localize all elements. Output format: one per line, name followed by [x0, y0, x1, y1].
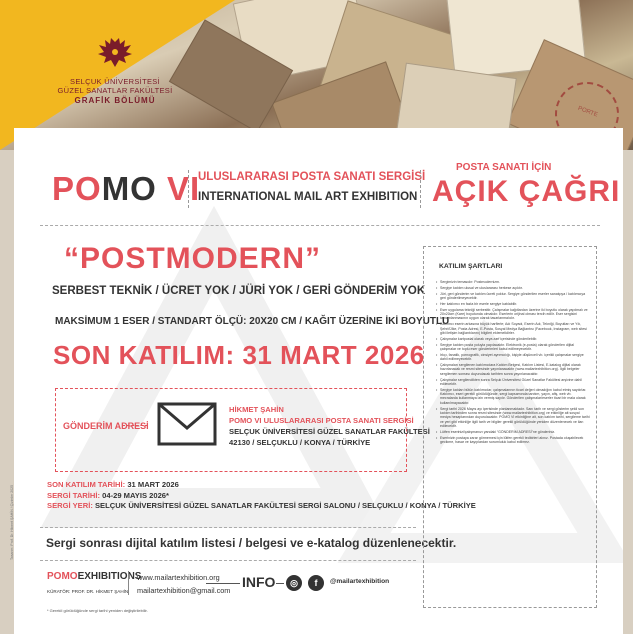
divider: [420, 170, 422, 208]
address-name: HİKMET ŞAHİN: [229, 405, 284, 414]
pomo-title: [52, 170, 200, 208]
venue-row: [47, 501, 476, 512]
dates-block: [47, 480, 476, 512]
rule-item: • Jüri, geri gönderim ve katılım ücreti yoktur. Sergiye gönderilen eserler sanatçıya / katılımcıya geri gönderilmeyecektir.: [436, 292, 590, 301]
venue-value: SELÇUK ÜNİVERSİTESİ GÜZEL SANATLAR FAKÜLTESİ SERGİ SALONU / SELÇUKLU / KONYA / TÜRKİYE: [94, 501, 476, 510]
contact-links: [137, 571, 230, 597]
deadline-date-row: [47, 480, 476, 491]
venue-label: SERGİ YERİ:: [47, 501, 93, 510]
divider: [188, 170, 190, 208]
rules-line-1: SERBEST TEKNİK / ÜCRET YOK / JÜRİ YOK / GERİ GÖNDERİM YOK: [52, 285, 426, 297]
rules-list: [436, 280, 590, 446]
email-link[interactable]: mailartexhibition@gmail.com: [137, 586, 231, 595]
rule-item: • Katılımcı eserin arkasına büyük harflerle; Adı Soyadı, Eserin Adı, Tekniği, Boyutları ve Yılı, Şehri/Ülke, Posta Adresi, E-Posta, Sosyal Medya Bağlantısı (Facebook, Instagram, web sitesi gibi iletişim bağlantılarını) bilgileri eklemelidirler.: [436, 322, 590, 335]
brand-exhibitions: EXHIBITIONS: [77, 571, 142, 582]
open-call-title: AÇIK ÇAĞRI: [432, 175, 621, 208]
social-handle[interactable]: @mailartexhibition: [330, 578, 390, 585]
envelope-icon: [157, 402, 217, 446]
university-name: SELÇUK ÜNİVERSİTESİ: [70, 77, 160, 86]
website-link[interactable]: www.mailartexhibition.org: [137, 573, 220, 582]
rule-item: • Lütfen eserinizi/çalışmanızı yandaki “GÖNDERİM ADRESİ”ne gönderiniz.: [436, 430, 590, 434]
divider: [40, 560, 416, 561]
brand-pomo: POMO: [47, 571, 78, 582]
call-subtitle: POSTA SANATI İÇİN: [456, 162, 552, 173]
faculty-name: GÜZEL SANATLAR FAKÜLTESİ: [57, 86, 173, 95]
exhibit-date-value: 04-29 MAYIS 2026*: [102, 490, 169, 500]
footnote: * Gerekli görüldüğünde sergi tarihi yeniden değiştirilebilir.: [47, 608, 148, 613]
rule-item: • Sergiye katılan bütün katılımcılar, çalışmalarının ticari değeri olmadığını kabul etmiş sayılırlar. Katılımcı, eseri gerekli görüldüğünde, sergi kapsamında tanıtım, yayın, afiş, web vb. mecralarda kullanmaya izin vermiş sayılır. Gönderilen çalışmalar/eserler ticari bir mala olarak kullanılmayacaktır.: [436, 388, 590, 405]
digital-catalog-note: Sergi sonrası dijital katılım listesi / belgesi ve e-katalog düzenlenecektir.: [46, 536, 457, 550]
address-line-1: POMO VI ULUSLARARASI POSTA SANATI SERGİSİ: [229, 416, 414, 425]
rule-item: • Çalışmaları sergilenen katılımcılara Katılım Belgesi, Katılım Listesi, E-katalog dijital olarak hazırlanacak ve resmi sitesinde yayınlanacaktır (www.mailartexhibition.org). İlgili belgeler sergilemen sonrası duyurulacak tarihten sonra yayınlanacaktır.: [436, 363, 590, 376]
divider: [276, 583, 284, 584]
deadline-date-label: SON KATILIM TARİHİ:: [47, 480, 126, 489]
divider: [40, 527, 416, 528]
facebook-icon[interactable]: f: [308, 575, 324, 591]
rule-item: • Sergiye katılım ulusal ve uluslararası herkese açıktır.: [436, 286, 590, 290]
rule-item: • Eserinizin postaya zarar görmemesi için lütfen gerekli tedbirleri alınız. Postada oluşabilecek gecikme, hasar ve kayıplardan sorumluluk kabul edilmez.: [436, 436, 590, 445]
divider: [206, 583, 240, 584]
rule-item: • Çalışmalar kartpostal olarak veya zarf içerisinde gönderilebilir.: [436, 337, 590, 341]
instagram-icon[interactable]: ◎: [286, 575, 302, 591]
curator: KÜRATÖR: PROF. DR. HİKMET ŞAHİN: [47, 589, 129, 594]
deadline-heading: SON KATILIM: 31 MART 2026: [53, 340, 425, 370]
deadline-date-value: 31 MART 2026: [127, 480, 179, 489]
university-logo: [40, 38, 190, 105]
rule-item: • Sergimizin temasıdır: Postmodernizm.: [436, 280, 590, 284]
side-credit: Tasarım: Prof. Dr. Hikmet ŞAHİN / Çizimler 2025: [10, 484, 14, 560]
divider: [122, 425, 148, 426]
exhibit-date-row: [47, 491, 476, 502]
info-label: INFO: [242, 574, 276, 590]
address-lines: [229, 404, 430, 448]
address-line-2: SELÇUK ÜNİVERSİTESİ GÜZEL SANATLAR FAKÜLTESİ: [229, 427, 430, 436]
pomo-title-mo: MO: [101, 170, 157, 207]
divider: [128, 571, 130, 595]
department-name: GRAFİK BÖLÜMÜ: [74, 96, 156, 105]
rule-item: • Çalışmalar sergilendikten sonra Selçuk Üniversitesi Güzel Sanatlar Fakültesi arşivine dahil edilecektir.: [436, 378, 590, 387]
rule-item: • Her katılımcı en fazla bir eserle sergiye katılabilir.: [436, 302, 590, 306]
theme-title: “POSTMODERN”: [64, 242, 322, 275]
subtitle-english: INTERNATIONAL MAIL ART EXHIBITION: [198, 191, 418, 203]
address-line-3: 42130 / SELÇUKLU / KONYA / TÜRKİYE: [229, 438, 371, 447]
rule-item: • Irkçı, fanatik, pornografik, cinsiyet ayrımcılığı, kişiyle düşünceli vb. içerikli çalışmalar sergiye dahil edilmeyecektir.: [436, 353, 590, 362]
rule-item: • Sergi tarihi 2026 Mayıs ayı içerisinde planlanmaktadır. Sanı tarih ve sergi gösterim şekli son katılım tarihinden sonra resmi sitesinde (www.mailartexhibition.org) ve etkinliğe ait sosyal medya hesaplarından duyurulacaktır. POMO VI etkinliğine ait, son katılım tarihi, sergileme tarihi ve yeri gibi etkinliğe ilgili tarih ve bilgiler gerekli görüldüğünde yeniden düzenlenecek ve ilan edilecektir.: [436, 407, 590, 429]
stamp-text: PORTE: [576, 105, 599, 119]
exhibit-date-label: SERGİ TARİHİ:: [47, 490, 101, 500]
address-label: GÖNDERİM ADRESİ: [63, 421, 149, 431]
rules-title: KATILIM ŞARTLARI: [439, 263, 503, 270]
rule-item: • Sergiye katılım posta yoluyla yapılacaktır. Elektronik (e-posta) olarak gönderilen dijital çalışmalar ve toplu eser gönderimleri kabul edilmeyecektir.: [436, 343, 590, 352]
pomo-title-po: PO: [52, 170, 102, 207]
rule-item: • Eser uygulama tekniği serbesttir. Çalışmalar kağıtlardan üzerine iki boyutlu olarak yapılmalı ve 20x20cm (Kare) boyutunda olmalıdır. Eserlerin orijinal olması tercih edilir. Eser sergisini tamamlanmasının uygun olarak tasarlanmalıdır.: [436, 308, 590, 321]
subtitle-turkish: ULUSLARARASI POSTA SANATI SERGİSİ: [198, 171, 426, 183]
divider: [40, 225, 600, 226]
pomo-title-number: VI: [167, 170, 201, 207]
rules-line-2: MAKSİMUM 1 ESER / STANDART ÖLÇÜ: 20X20 CM / KAĞIT ÜZERİNE İKİ BOYUTLU: [55, 316, 450, 327]
double-headed-eagle-crest-icon: [97, 38, 133, 68]
